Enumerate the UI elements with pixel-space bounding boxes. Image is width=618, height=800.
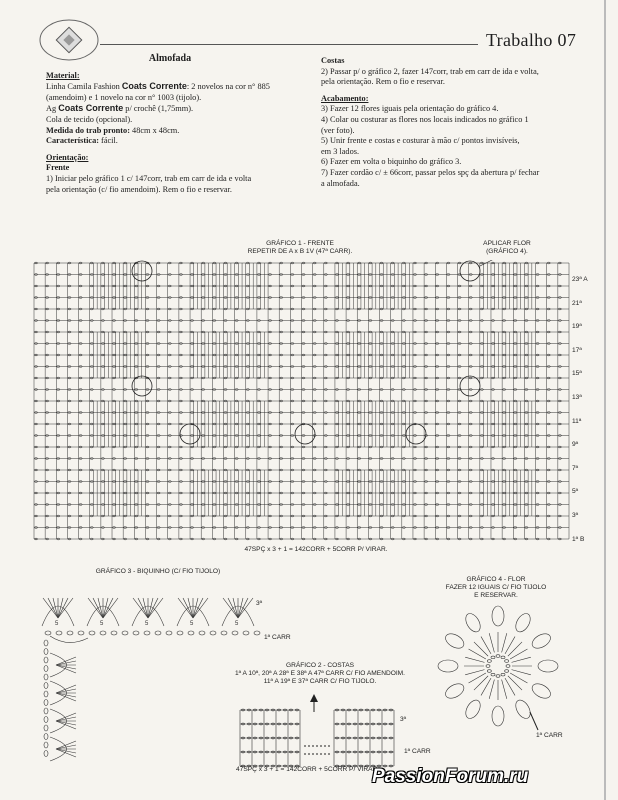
fan-stitch [56,665,76,669]
chain-stitch [45,631,51,635]
size-line: Medida do trab pronto: 48cm x 48cm. [46,125,180,135]
chain-stitch [491,656,495,659]
chain-stitch [44,640,48,646]
fan-stitch [56,741,76,749]
treble-stitch [481,678,491,695]
chain-stitch [67,631,73,635]
treble-stitch [469,649,486,659]
glue-line: Cola de tecido (opcional). [46,114,133,124]
fan-stitch [56,745,76,749]
chain-stitch [155,631,161,635]
fan-stitch [228,598,238,618]
chart2-row-1-label: 1ª CARR [404,748,431,755]
fan-stitch [56,693,76,701]
chain-stitch [210,631,216,635]
chart1-title: GRÁFICO 1 - FRENTE REPETIR DE A x B 1V (47ª CARR). [247,240,353,255]
chain-stitch [491,673,495,676]
stitch-number: 5 [55,621,59,627]
chain-stitch [122,631,128,635]
flower-marker [132,376,152,396]
petal-loop [530,681,553,701]
chain-stitch [44,742,48,748]
chart4-row-1-label: 1ª CARR [536,732,563,739]
fan-stitch [238,598,248,618]
treble-stitch [474,642,488,656]
chart3-title: GRÁFICO 3 - BIQUINHO (C/ FIO TIJOLO) [95,568,221,575]
chain-stitch [232,631,238,635]
chart4-flower-diagram [428,604,568,734]
chain-stitch [44,691,48,697]
step-3: 3) Fazer 12 flores iguais pela orientação do gráfico 4. [321,104,499,114]
chart1-row-label: 3ª [572,512,579,519]
treble-stitch [508,676,522,690]
chart1-row-label: 1ª B [572,535,585,543]
treble-stitch [508,642,522,656]
chart2-row-3-label: 3ª [400,716,407,723]
chain-stitch [144,631,150,635]
fan-stitch [56,717,76,721]
front-step-1: 1) Iniciar pelo gráfico 1 c/ 147corr, trab em carr de ida e volta [46,173,252,183]
fan-stitch [56,749,76,757]
chart1-row-label: 21ª [572,299,582,307]
chart1-stitches [34,262,569,540]
petal-loop [443,631,466,651]
chain-stitch [487,670,491,673]
chain-stitch [243,631,249,635]
fan-stitch [56,665,76,673]
chain-stitch [188,631,194,635]
chart1-row-label: 13ª [572,394,582,401]
apply-flower-note: APLICAR FLOR (GRÁFICO 4). [483,240,531,255]
fan-stitch [56,657,76,665]
fan-stitch [56,689,76,693]
petal-loop [513,698,533,721]
chart3-row-3-label: 3ª [256,600,263,607]
chain-stitch [496,655,500,658]
fan-stitch [56,693,76,697]
chart1-row-label: 11ª [572,417,582,425]
chain-stitch [505,670,509,673]
treble-stitch [502,680,507,699]
chain-stitch [177,631,183,635]
chain-stitch [486,665,490,668]
watermark: PassionForum.ru [372,766,529,787]
chart1-row-label: 19ª [572,323,582,331]
chain-stitch [221,631,227,635]
treble-stitch [465,670,484,675]
chart2-title-block: GRÁFICO 2 - COSTAS 1ª A 10ª, 20ª A 28ª E 38ª A 47ª CARR C/ FIO AMENDOIM. 11ª A 19ª E 37ª CARR C/ FIO TIJOLO. [234,662,406,685]
chain-stitch [111,631,117,635]
chain-stitch [44,666,48,672]
stitch-number: 5 [100,621,104,627]
treble-stitch [512,657,531,662]
chain-stitch [133,631,139,635]
treble-stitch [474,676,488,690]
chain-stitch [56,631,62,635]
needle-line: Ag Coats Corrente p/ crochê (1,75mm). [46,103,194,114]
chain-stitch [44,657,48,663]
orientation-heading: Orientação: [46,152,89,162]
back-step-2: 2) Passar p/ o gráfico 2, fazer 147corr, trab em carr de ida e volta, [321,66,539,76]
instructions-right-column [321,56,601,189]
chart1-footer: 47SPÇ x 3 + 1 = 142CORR + 5CORR P/ VIRAR. [244,546,388,553]
chain-stitch [501,673,505,676]
chart4-stitches [438,606,558,726]
step-4-cont: (ver foto). [321,125,355,135]
fan-stitch [183,598,193,618]
material-line-1: Linha Camila Fashion Coats Corrente: 2 novelos na cor n° 885 [46,81,270,92]
stitch-number: 5 [235,621,239,627]
fan-stitch [48,598,58,618]
material-line-2: (amendoim) e 1 novelo na cor n° 1003 (tijolo). [46,92,202,102]
step-6: 6) Fazer em volta o biquinho do gráfico 3. [321,157,462,167]
material-heading: Material: [46,70,80,80]
fan-stitch [148,598,158,618]
fan-stitch [58,598,68,618]
petal-loop [530,631,553,651]
pattern-title: Almofada [148,53,192,64]
chain-stitch [44,683,48,689]
step-5: 5) Unir frente e costas e costurar à mão c/ pontos invisíveis, [321,136,520,146]
stitch-number: 5 [145,621,149,627]
chain-stitch [100,631,106,635]
front-heading: Frente [46,163,70,173]
fan-stitch [193,598,203,618]
chart1-row-label: 5ª [572,488,579,496]
front-step-1-cont: pela orientação (c/ fio amendoim). Rem o fio e reservar. [46,184,232,194]
chart1-row-label: 17ª [572,346,582,354]
petal-loop [443,681,466,701]
chart1-row-label: 15ª [572,370,582,378]
treble-stitch [502,633,507,652]
petal-loop [463,611,483,634]
chain-stitch [44,674,48,680]
flower-marker [295,424,315,444]
chain-stitch [166,631,172,635]
header-rule [100,44,478,45]
petal-loop [492,706,504,726]
chain-stitch [487,660,491,663]
treble-stitch [510,649,527,659]
chain-stitch [506,665,510,668]
stitch-number: 5 [190,621,194,627]
fan-stitch [103,598,113,618]
treble-stitch [481,637,491,654]
petal-loop [438,660,458,672]
fan-stitch [56,749,76,753]
characteristic-line: Característica: fácil. [46,136,118,146]
flower-marker [132,261,152,281]
treble-stitch [489,680,494,699]
chain-stitch [44,717,48,723]
fan-stitch [56,661,76,665]
chart2-footer: 47SPÇ x 3 + 1 = 142CORR + 5CORR P/ VIRAR [236,766,378,773]
petal-loop [513,611,533,634]
instructions-left-column [46,54,294,195]
corner-arch [50,636,88,643]
petal-loop [463,698,483,721]
treble-stitch [489,633,494,652]
chart1-row-label: 7ª [572,464,579,472]
fan-stitch [138,598,148,618]
treble-stitch [505,678,515,695]
chain-stitch [496,675,500,678]
fan-stitch [56,713,76,721]
treble-stitch [465,657,484,662]
finish-heading: Acabamento: [321,93,369,103]
back-step-2-cont: pela orientação. Rem o fio e reservar. [321,77,445,87]
step-7-cont: a almofada. [321,178,360,188]
chart1-row-label: 9ª [572,441,579,449]
back-heading: Costas [321,56,345,65]
treble-stitch [469,673,486,683]
chart1-row-label: 23ª A [572,276,588,283]
arrow-head [310,694,318,702]
treble-stitch [510,673,527,683]
step-5-cont: em 3 lados. [321,146,360,156]
chain-stitch [44,708,48,714]
fan-stitch [93,598,103,618]
chain-stitch [44,700,48,706]
chain-stitch [505,660,509,663]
chart2-stitches [240,709,394,767]
chart1-front-grid [30,260,575,542]
start-pointer [530,712,538,730]
page-edge [604,0,606,800]
chain-stitch [44,751,48,757]
fan-stitch [56,721,76,725]
chart4-title-block: GRÁFICO 4 - FLOR FAZER 12 IGUAIS C/ FIO TIJOLO E RESERVAR. [445,576,547,599]
treble-stitch [512,670,531,675]
step-4: 4) Colar ou costurar as flores nos locais indicados no gráfico 1 [321,114,529,124]
treble-stitch [505,637,515,654]
petal-loop [538,660,558,672]
fan-stitch [56,685,76,693]
chain-stitch [78,631,84,635]
chain-stitch [44,649,48,655]
chain-stitch [44,725,48,731]
chain-stitch [254,631,260,635]
fan-stitch [56,721,76,729]
chain-stitch [199,631,205,635]
step-7: 7) Fazer cordão c/ ± 66corr, passar pelos spç da abertura p/ fechar [321,167,540,177]
petal-loop [492,606,504,626]
chain-stitch [501,656,505,659]
chain-stitch [89,631,95,635]
chart2-back-grid [234,690,410,770]
chart3-row-1-label: 1ª CARR [264,634,291,641]
chain-stitch [44,734,48,740]
work-title: Trabalho 07 [486,30,577,50]
